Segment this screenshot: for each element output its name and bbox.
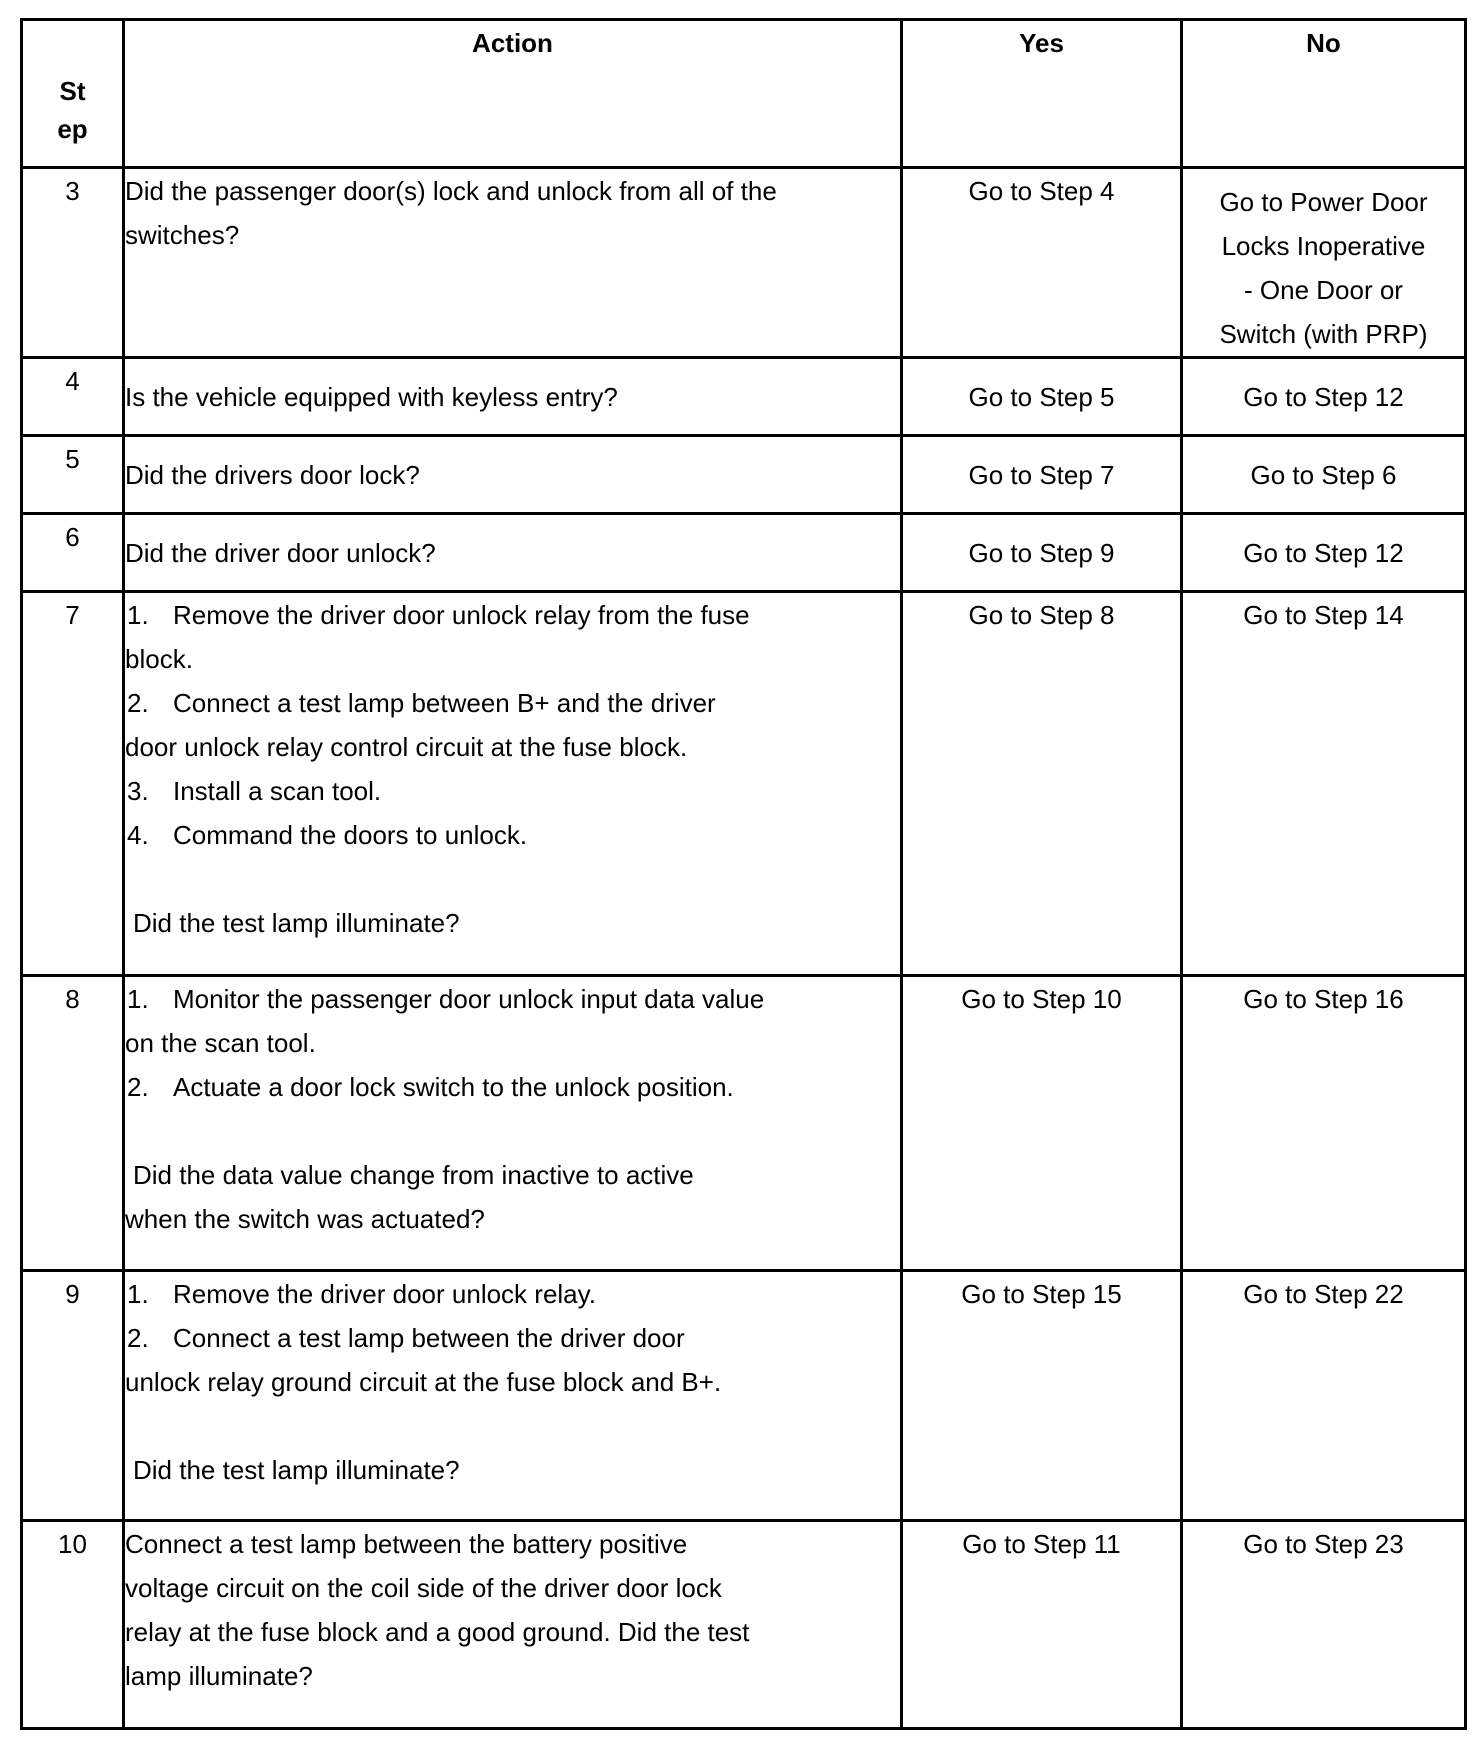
list-item — [125, 1065, 900, 1109]
item-text-cont: door unlock relay control circuit at the fuse block. — [125, 732, 688, 762]
header-step — [22, 20, 124, 168]
step-number: 7 — [22, 592, 124, 976]
header-row — [22, 20, 1466, 168]
spacer — [125, 1109, 900, 1153]
yes-cell: Go to Step 15 — [902, 1271, 1182, 1521]
table-row — [22, 592, 1466, 976]
no-cell: Go to Step 14 — [1182, 592, 1466, 976]
item-number: 4. — [127, 820, 149, 850]
header-step-line2: ep — [57, 113, 88, 144]
action-cell — [124, 592, 902, 976]
action-text: Connect a test lamp between the battery positive — [125, 1529, 688, 1559]
list-item — [125, 681, 900, 725]
header-action: Action — [124, 20, 902, 168]
no-cell: Go to Step 23 — [1182, 1521, 1466, 1729]
yes-cell: Go to Step 4 — [902, 168, 1182, 358]
yes-cell: Go to Step 8 — [902, 592, 1182, 976]
table-row — [22, 168, 1466, 358]
table-row — [22, 976, 1466, 1271]
step-number: 4 — [22, 358, 124, 436]
header-no: No — [1182, 20, 1466, 168]
item-text-cont: block. — [125, 644, 193, 674]
action-cell: Did the drivers door lock? — [124, 436, 902, 514]
table-row — [22, 358, 1466, 436]
action-cell: Is the vehicle equipped with keyless entry? — [124, 358, 902, 436]
no-text: Locks Inoperative — [1221, 231, 1426, 261]
diagnostic-table — [20, 18, 1467, 1730]
list-item — [125, 977, 900, 1021]
step-number: 8 — [22, 976, 124, 1271]
header-step-line1: St — [59, 75, 86, 106]
item-text-cont: unlock relay ground circuit at the fuse block and B+. — [125, 1367, 722, 1397]
list-item — [125, 1316, 900, 1360]
list-item — [125, 813, 900, 857]
step-number: 10 — [22, 1521, 124, 1729]
no-text: Go to Power Door — [1219, 187, 1428, 217]
yes-cell: Go to Step 11 — [902, 1521, 1182, 1729]
yes-cell: Go to Step 7 — [902, 436, 1182, 514]
no-cell: Go to Step 12 — [1182, 358, 1466, 436]
list-item — [125, 593, 900, 637]
spacer — [125, 857, 900, 901]
no-text: - One Door or — [1244, 275, 1403, 305]
no-cell: Go to Step 16 — [1182, 976, 1466, 1271]
action-cell — [124, 976, 902, 1271]
table-row — [22, 1271, 1466, 1521]
question-text: Did the data value change from inactive to active — [133, 1160, 694, 1190]
action-cell — [124, 1521, 902, 1729]
no-cell: Go to Step 12 — [1182, 514, 1466, 592]
step-number: 6 — [22, 514, 124, 592]
no-cell — [1182, 168, 1466, 358]
yes-cell: Go to Step 9 — [902, 514, 1182, 592]
question-text-cont: when the switch was actuated? — [125, 1204, 485, 1234]
item-text: Connect a test lamp between B+ and the driver — [173, 688, 716, 718]
table-row — [22, 1521, 1466, 1729]
item-text: Remove the driver door unlock relay from the fuse — [173, 600, 750, 630]
item-text: Command the doors to unlock. — [173, 820, 528, 850]
question-text: Did the test lamp illuminate? — [133, 1455, 460, 1485]
action-text: voltage circuit on the coil side of the driver door lock — [125, 1573, 722, 1603]
item-number: 3. — [127, 776, 149, 806]
header-yes: Yes — [902, 20, 1182, 168]
table-row — [22, 514, 1466, 592]
action-text: Did the passenger door(s) lock and unlock from all of the — [125, 176, 777, 206]
item-text: Actuate a door lock switch to the unlock position. — [173, 1072, 734, 1102]
action-cell — [124, 168, 902, 358]
step-number: 5 — [22, 436, 124, 514]
item-number: 1. — [127, 600, 149, 630]
yes-cell: Go to Step 5 — [902, 358, 1182, 436]
item-number: 2. — [127, 1072, 149, 1102]
action-text: switches? — [125, 220, 240, 250]
item-number: 2. — [127, 688, 149, 718]
no-text: Switch (with PRP) — [1219, 319, 1428, 349]
question-text: Did the test lamp illuminate? — [133, 908, 460, 938]
item-text: Monitor the passenger door unlock input data value — [173, 984, 765, 1014]
action-text: relay at the fuse block and a good ground. Did the test — [125, 1617, 750, 1647]
no-cell: Go to Step 22 — [1182, 1271, 1466, 1521]
spacer — [125, 1404, 900, 1448]
list-item — [125, 1272, 900, 1316]
item-text: Connect a test lamp between the driver door — [173, 1323, 685, 1353]
step-number: 9 — [22, 1271, 124, 1521]
item-number: 1. — [127, 984, 149, 1014]
action-cell: Did the driver door unlock? — [124, 514, 902, 592]
action-cell — [124, 1271, 902, 1521]
item-number: 2. — [127, 1323, 149, 1353]
table-row — [22, 436, 1466, 514]
step-number: 3 — [22, 168, 124, 358]
action-text: lamp illuminate? — [125, 1661, 313, 1691]
item-text: Remove the driver door unlock relay. — [173, 1279, 596, 1309]
item-number: 1. — [127, 1279, 149, 1309]
item-text: Install a scan tool. — [173, 776, 382, 806]
yes-cell: Go to Step 10 — [902, 976, 1182, 1271]
list-item — [125, 769, 900, 813]
no-cell: Go to Step 6 — [1182, 436, 1466, 514]
item-text-cont: on the scan tool. — [125, 1028, 316, 1058]
